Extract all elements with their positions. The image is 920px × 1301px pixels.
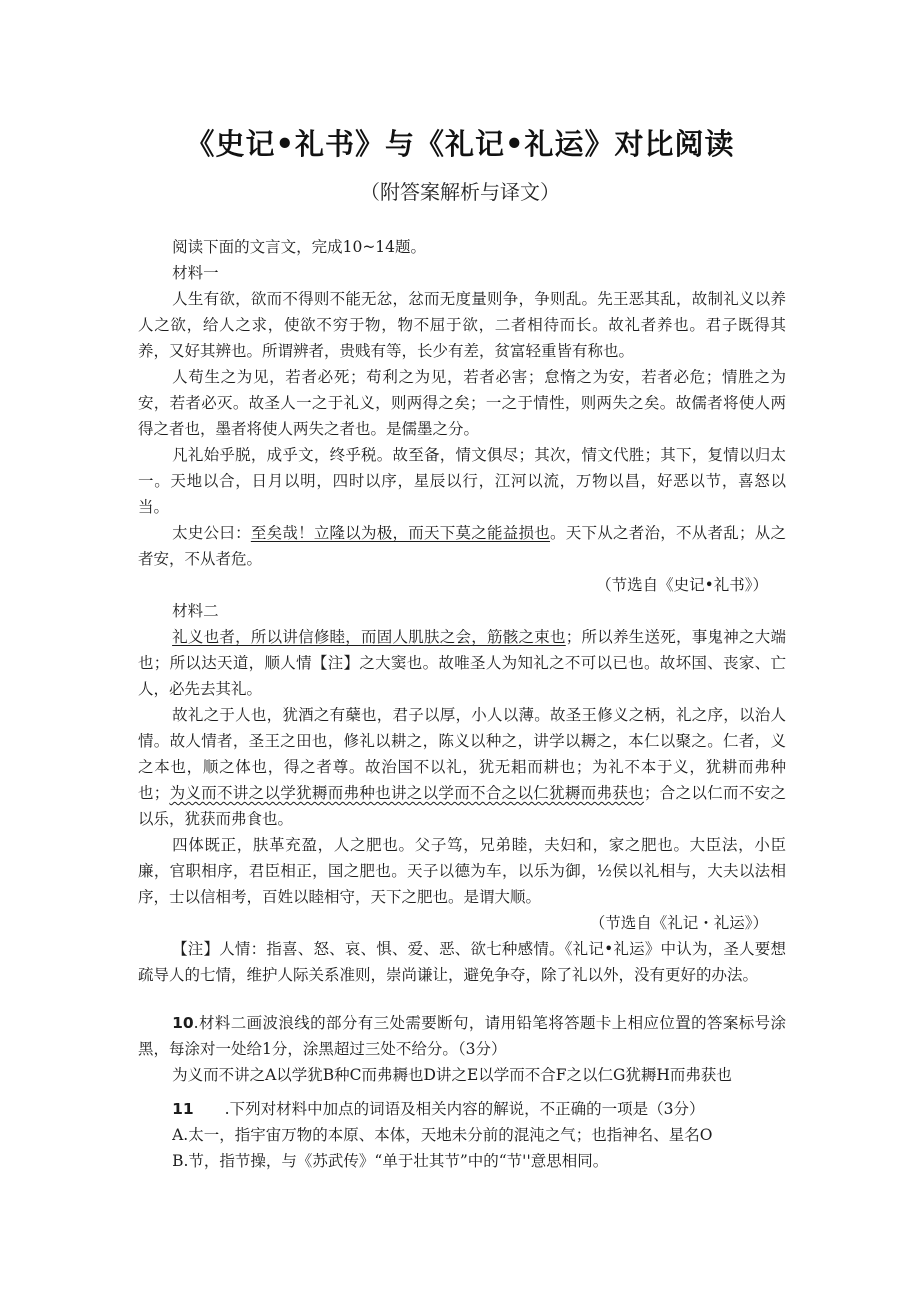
underlined-sentence-1: 至矣哉！立隆以为极，而天下莫之能益损也 [250,524,551,542]
document-body [138,234,786,1174]
document-subtitle: （附答案解析与译文） [360,180,560,204]
material2-paragraph-1 [138,624,786,702]
question-11-text: .下列对材料中加点的词语及相关内容的解说，不正确的一项是（3分） [224,1100,705,1118]
question-10 [138,1010,786,1062]
question-10-number: 10 [172,1014,194,1032]
taishigong-prefix: 太史公曰： [172,524,251,542]
material1-paragraph-4 [138,520,786,572]
question-11-option-a: A.太一，指宇宙万物的本原、本体，天地未分前的混沌之气；也指神名、星名O [172,1126,713,1144]
material2-paragraph-3: 四体既正，肤革充盈，人之肥也。父子笃，兄弟睦，夫妇和，家之肥也。大臣法，小臣廉，官职相序，君臣相正，国之肥也。天子以德为车，以乐为御，½侯以礼相与，大夫以法相序，士以信相考，百姓以睦相守，天下之肥也。是谓大顺。 [138,836,786,906]
material1-source: （节选自《史记•礼书》） [596,576,768,594]
question-11-number: 11 [172,1100,194,1118]
reading-instruction: 阅读下面的文言文，完成10~14题。 [172,238,427,256]
material1-paragraph-3: 凡礼始乎脱，成乎文，终乎税。故至备，情文俱尽；其次，情文代胜；其下，复情以归太一。天地以合，日月以明，四时以序，星辰以行，江河以流，万物以昌，好恶以节，喜怒以当。 [138,446,786,516]
material2-source: （节选自《礼记・礼运》） [589,914,768,932]
material1-paragraph-2: 人苟生之为见，若者必死；苟利之为见，若者必害；怠惰之为安，若者必危；情胜之为安，若者必灭。故圣人一之于礼义，则两得之矣；一之于情性，则两失之矣。故儒者将使人两得之者也，墨者将使人两失之者也。是儒墨之分。 [138,368,786,438]
annotation-note: 【注】人情：指喜、怒、哀、惧、爱、恶、欲七种感情。《礼记•礼运》中认为，圣人要想疏导人的七情，维护人际关系准则，崇尚谦让，避免争夺，除了礼以外，没有更好的办法。 [138,940,786,984]
wavy-underlined-passage: 为义而不讲之以学犹耨而弗种也讲之以学而不合之以仁犹耨而弗获也 [169,784,644,802]
material1-paragraph-4-rest: 。天下从之者治，不从者乱；从之者安，不从者危。 [138,524,786,568]
question-10-options-line: 为义而不讲之A以学犹B种C而弗耨也D讲之E以学而不合F之以仁G犹耨H而弗获也 [172,1066,732,1084]
material1-paragraph-1: 人生有欲，欲而不得则不能无忿，忿而无度量则争，争则乱。先王恶其乱，故制礼义以养人之欲，给人之求，使欲不穷于物，物不屈于欲，二者相待而长。故礼者养也。君子既得其养，又好其辨也。所谓辨者，贵贱有等，长少有差，贫富轻重皆有称也。 [138,290,786,360]
underlined-sentence-2: 礼义也者，所以讲信修睦，而固人肌肤之会，筋骸之束也 [172,628,566,646]
question-10-text: .材料二画波浪线的部分有三处需要断句，请用铅笔将答题卡上相应位置的答案标号涂黑，每涂对一处给1分，涂黑超过三处不给分。（3分） [138,1014,786,1058]
material2-label: 材料二 [172,602,219,620]
material2-paragraph-2-start: 故礼之于人也，犹酒之有蘖也，君子以厚，小人以薄。故圣王修义之柄，礼之序，以治人情。故人情者，圣王之田也，修礼以耕之，陈义以种之，讲学以耨之，本仁以聚之。仁者，义之本也，顺之体也，得之者尊。故治国不以礼，犹无耜而耕也；为礼不本于义，犹耕而弗种也； [138,706,786,802]
material2-paragraph-1-rest: ；所以养生送死，事鬼神之大端也；所以达天道，顺人情【注】之大窦也。故唯圣人为知礼之不可以已也。故坏国、丧家、亡人，必先去其礼。 [138,628,786,698]
material2-paragraph-2 [138,702,786,832]
question-11-option-b: B.节，指节操，与《苏武传》“单于壮其节”中的“节''意思相同。 [172,1152,609,1170]
material2-paragraph-2-end: ；合之以仁而不安之以乐，犹获而弗食也。 [138,784,786,828]
document-title: 《史记•礼书》与《礼记•礼运》对比阅读 [185,127,735,161]
material1-label: 材料一 [172,264,219,282]
question-11 [138,1096,786,1122]
